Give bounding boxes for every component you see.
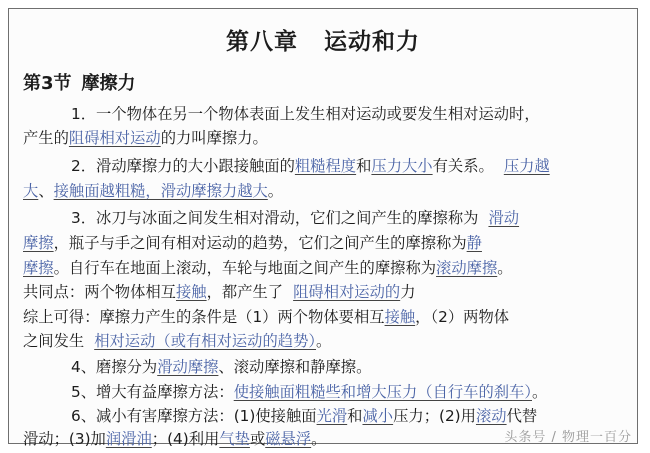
- answer-blank: 减小: [362, 407, 394, 425]
- watermark: 头条号 / 物理一百分: [504, 430, 632, 445]
- answer-blank: 磁悬浮: [265, 430, 312, 448]
- answer-blank: 接触: [384, 308, 416, 326]
- answer-blank: 接触: [175, 283, 207, 301]
- item-3-line-4: 共同点：两个物体相互接触，都产生了 阻碍相对运动的力: [23, 283, 416, 301]
- answer-blank: 滚动: [475, 407, 507, 425]
- answer-blank: 相对运动（或有相对运动的趋势）: [94, 332, 317, 350]
- answer-blank: 滚动摩擦: [436, 259, 498, 277]
- chapter-name: 运动和力: [324, 29, 420, 55]
- answer-blank: 滑动: [488, 209, 520, 227]
- answer-blank: 气垫: [219, 430, 250, 448]
- item-1-line-2: 产生的阻碍相对运动的力叫摩擦力。: [23, 129, 268, 147]
- section-number: 第3节: [23, 73, 72, 94]
- item-5-line: 5、增大有益摩擦方法：使接触面粗糙些和增大压力（自行车的刹车）。: [71, 383, 548, 401]
- section-heading: [23, 69, 136, 95]
- item-3-line-3: 摩擦。自行车在地面上滚动，车轮与地面之间产生的摩擦称为滚动摩擦。: [23, 259, 513, 277]
- answer-blank: 接触面越粗糙，滑动摩擦力越大: [53, 182, 268, 200]
- item-3-line-2: 摩擦，瓶子与手之间有相对运动的趋势，它们之间产生的摩擦称为静: [23, 234, 482, 252]
- answer-blank: 大: [23, 182, 39, 200]
- answer-blank: 阻碍相对运动的: [293, 283, 401, 301]
- item-6-line-1: 6、减小有害摩擦方法：(1)使接触面光滑和减小压力；(2)用滚动代替: [71, 407, 538, 425]
- item-6-line-2: 滑动；(3)加润滑油；(4)利用气垫或磁悬浮。: [23, 430, 327, 448]
- answer-blank: 摩擦: [23, 234, 54, 252]
- answer-blank: 摩擦: [23, 259, 54, 277]
- item-4-line: 4、磨擦分为滑动摩擦、滚动摩擦和静摩擦。: [71, 358, 372, 376]
- answer-blank: 粗糙程度: [294, 157, 357, 175]
- chapter-number: 第八章: [226, 29, 298, 55]
- answer-blank: 压力越: [503, 157, 550, 175]
- summary-line-1: 综上可得：摩擦力产生的条件是（1）两个物体要相互接触，（2）两物体: [23, 308, 510, 326]
- answer-blank: 润滑油: [105, 430, 152, 448]
- answer-blank: 使接触面粗糙些和增大压力（自行车的刹车）: [233, 383, 532, 401]
- answer-blank: 压力大小: [371, 157, 433, 175]
- answer-blank: 静: [466, 234, 482, 252]
- answer-blank: 光滑: [316, 407, 348, 425]
- answer-blank: 滑动摩擦: [157, 358, 219, 376]
- section-name: 摩擦力: [81, 73, 136, 94]
- item-3-line-1: 3．冰刀与冰面之间发生相对滑动，它们之间产生的摩擦称为 滑动: [71, 209, 520, 227]
- item-1-line-1: 1．一个物体在另一个物体表面上发生相对运动或要发生相对运动时，: [71, 105, 540, 123]
- item-2-line-1: 2．滑动摩擦力的大小跟接触面的粗糙程度和压力大小有关系。 压力越: [71, 157, 550, 175]
- worksheet-page: [8, 8, 638, 448]
- answer-blank: 阻碍相对运动: [68, 129, 161, 147]
- summary-line-2: 之间发生 相对运动（或有相对运动的趋势）。: [23, 332, 332, 350]
- item-2-line-2: 大、接触面越粗糙，滑动摩擦力越大。: [23, 182, 284, 200]
- chapter-title: [9, 23, 637, 56]
